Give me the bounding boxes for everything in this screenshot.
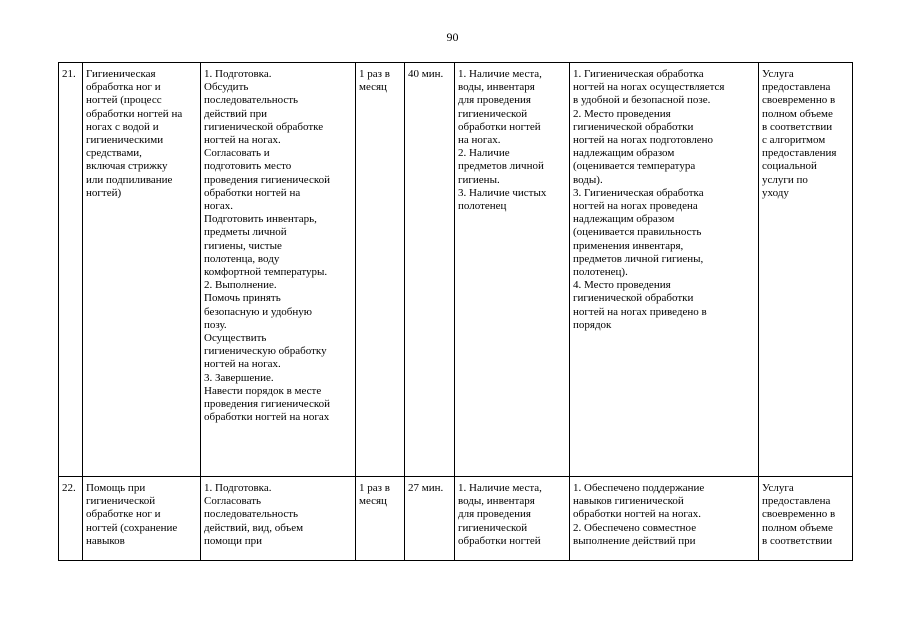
cell-text-line: предоставлена	[762, 495, 831, 508]
result-cell	[759, 63, 853, 477]
cell-text-line: 2. Наличие	[458, 147, 510, 160]
cell-text-line: 1 раз в	[359, 68, 390, 80]
cell-text-line: гигиеническую обработку	[204, 345, 327, 358]
cell-text-line: 1. Наличие места,	[458, 482, 542, 494]
cell-text-line: обработки ногтей на	[86, 107, 183, 120]
cell-text-line: 4. Место проведения	[573, 279, 671, 292]
cell-text-line: надлежащим образом	[573, 213, 675, 226]
cell-text-line: Согласовать	[204, 495, 262, 508]
quality-criteria-cell	[570, 63, 759, 477]
cell-text-line: 3. Гигиеническая обработка	[573, 186, 704, 199]
cell-text-line: Подготовить инвентарь,	[204, 213, 317, 226]
cell-text-line: ногтей (процесс	[86, 94, 162, 107]
cell-text-line: последовательность	[204, 94, 299, 107]
cell-text-line: воды, инвентаря	[458, 495, 535, 508]
cell-text-line: предоставления	[762, 147, 837, 160]
cell-text-line: для проведения	[458, 94, 531, 107]
cell-text-line: социальной	[762, 160, 817, 173]
cell-text-line: 1. Подготовка.	[204, 68, 272, 80]
row-number-cell	[59, 63, 83, 477]
cell-text-line: обработки ногтей	[458, 534, 541, 547]
cell-text-line: комфортной температуры.	[204, 266, 328, 279]
cell-text-line: ногтей на ногах.	[204, 358, 281, 371]
cell-text-line: безопасную и удобную	[204, 305, 312, 318]
cell-text-line: (оценивается правильность	[573, 226, 702, 239]
cell-text-line: в удобной и безопасной позе.	[573, 94, 711, 107]
cell-text-line: 3. Завершение.	[204, 371, 274, 384]
row-number-cell	[59, 477, 83, 561]
quality-criteria-cell	[570, 477, 759, 561]
row-number: 22.	[62, 482, 76, 494]
table-row	[59, 477, 853, 561]
cell-text-line: месяц	[359, 81, 387, 94]
cell-text-line: полотенец).	[573, 266, 628, 279]
cell-text-line: полотенца, воду	[204, 252, 280, 265]
table-row	[59, 63, 853, 477]
cell-text-line: навыков	[86, 534, 125, 547]
cell-text-line: месяц	[359, 495, 387, 508]
cell-text-line: последовательность	[204, 508, 299, 521]
cell-text-line: Навести порядок в месте	[204, 384, 322, 397]
cell-text-line: в соответствии	[762, 120, 833, 133]
cell-text-line: гигиенической	[458, 521, 528, 534]
cell-text-line: проведения гигиенической	[204, 173, 331, 186]
cell-text-line: 1. Гигиеническая обработка	[573, 68, 704, 80]
cell-text-line: воды, инвентаря	[458, 81, 535, 94]
frequency-cell	[356, 63, 405, 477]
cell-text-line: обработки ногтей на ногах	[204, 411, 330, 424]
cell-text-line: 1. Подготовка.	[204, 482, 272, 494]
services-table	[58, 62, 853, 561]
cell-text-line: уходу	[762, 186, 789, 199]
cell-text-line: или подпиливание	[86, 173, 173, 186]
cell-text-line: своевременно в	[762, 94, 836, 107]
cell-text-line: Обсудить	[204, 81, 249, 94]
cell-text-line: действий при	[204, 107, 268, 120]
cell-text-line: ногтей на ногах.	[204, 134, 281, 147]
cell-text-line: Услуга	[762, 482, 794, 494]
cell-text-line: (оценивается температура	[573, 160, 696, 173]
cell-text-line: гигиенической	[86, 495, 156, 508]
cell-text-line: с алгоритмом	[762, 134, 826, 147]
cell-text-line: обработки ногтей	[458, 120, 541, 133]
cell-text-line: Гигиеническая	[86, 68, 156, 80]
cell-text-line: полном объеме	[762, 521, 833, 534]
cell-text-line: полном объеме	[762, 107, 833, 120]
cell-text-line: обработке ног и	[86, 508, 161, 521]
cell-text-line: 2. Обеспечено совместное	[573, 521, 697, 534]
cell-text-line: применения инвентаря,	[573, 239, 684, 252]
cell-text-line: услуги по	[762, 173, 808, 186]
service-name-cell	[83, 477, 201, 561]
cell-text-line: 1 раз в	[359, 482, 390, 494]
cell-text-line: гигиенической обработке	[204, 120, 324, 133]
cell-text-line: гигиенической	[458, 107, 528, 120]
cell-text-line: средствами,	[86, 147, 142, 160]
cell-text-line: Согласовать и	[204, 147, 270, 160]
cell-text-line: предметы личной	[204, 226, 287, 239]
cell-text-line: полотенец	[458, 200, 507, 213]
cell-text-line: обработка ног и	[86, 81, 161, 94]
cell-text-line: гигиены.	[458, 173, 500, 186]
conditions-cell	[455, 477, 570, 561]
duration-cell	[405, 477, 455, 561]
service-steps-cell	[201, 477, 356, 561]
cell-text-line: предметов личной гигиены,	[573, 252, 704, 265]
cell-text-line: включая стрижку	[86, 160, 168, 173]
cell-text-line: 3. Наличие чистых	[458, 186, 547, 199]
row-number: 21.	[62, 68, 76, 80]
cell-text-line: своевременно в	[762, 508, 836, 521]
cell-text-line: на ногах.	[458, 134, 501, 147]
duration-cell	[405, 63, 455, 477]
cell-text-line: ногтей)	[86, 186, 122, 199]
cell-text-line: для проведения	[458, 508, 531, 521]
cell-text-line: помощи при	[204, 534, 263, 547]
page-number: 90	[446, 30, 459, 44]
cell-text-line: позу.	[204, 318, 227, 331]
cell-text-line: ногах.	[204, 200, 234, 213]
cell-text-line: порядок	[573, 318, 612, 331]
cell-text-line: Осуществить	[204, 332, 267, 345]
cell-text-line: 40 мин.	[408, 68, 444, 80]
frequency-cell	[356, 477, 405, 561]
conditions-cell	[455, 63, 570, 477]
service-steps-cell	[201, 63, 356, 477]
cell-text-line: гигиенической обработки	[573, 120, 694, 133]
result-cell	[759, 477, 853, 561]
cell-text-line: предметов личной	[458, 160, 544, 173]
cell-text-line: в соответствии	[762, 534, 833, 547]
cell-text-line: 27 мин.	[408, 482, 444, 494]
cell-text-line: Помощь при	[86, 482, 146, 494]
cell-text-line: ногтей на ногах осуществляется	[573, 81, 725, 94]
cell-text-line: обработки ногтей на ногах.	[573, 508, 701, 521]
cell-text-line: ногах с водой и	[86, 120, 159, 133]
cell-text-line: гигиены, чистые	[204, 239, 282, 252]
cell-text-line: 1. Обеспечено поддержание	[573, 482, 705, 494]
service-name-cell	[83, 63, 201, 477]
cell-text-line: Услуга	[762, 68, 794, 80]
cell-text-line: ногтей на ногах проведена	[573, 200, 698, 213]
cell-text-line: предоставлена	[762, 81, 831, 94]
cell-text-line: ногтей (сохранение	[86, 521, 178, 534]
cell-text-line: подготовить место	[204, 160, 292, 173]
cell-text-line: ногтей на ногах подготовлено	[573, 134, 714, 147]
cell-text-line: воды).	[573, 173, 603, 186]
cell-text-line: гигиеническими	[86, 134, 164, 147]
cell-text-line: выполнение действий при	[573, 534, 696, 547]
cell-text-line: 1. Наличие места,	[458, 68, 542, 80]
cell-text-line: 2. Выполнение.	[204, 279, 277, 292]
cell-text-line: обработки ногтей на	[204, 186, 301, 199]
cell-text-line: надлежащим образом	[573, 147, 675, 160]
cell-text-line: 2. Место проведения	[573, 107, 671, 120]
cell-text-line: действий, вид, объем	[204, 521, 304, 534]
cell-text-line: ногтей на ногах приведено в	[573, 305, 707, 318]
cell-text-line: проведения гигиенической	[204, 398, 331, 411]
cell-text-line: гигиенической обработки	[573, 292, 694, 305]
cell-text-line: Помочь принять	[204, 292, 281, 305]
cell-text-line: навыков гигиенической	[573, 495, 684, 508]
